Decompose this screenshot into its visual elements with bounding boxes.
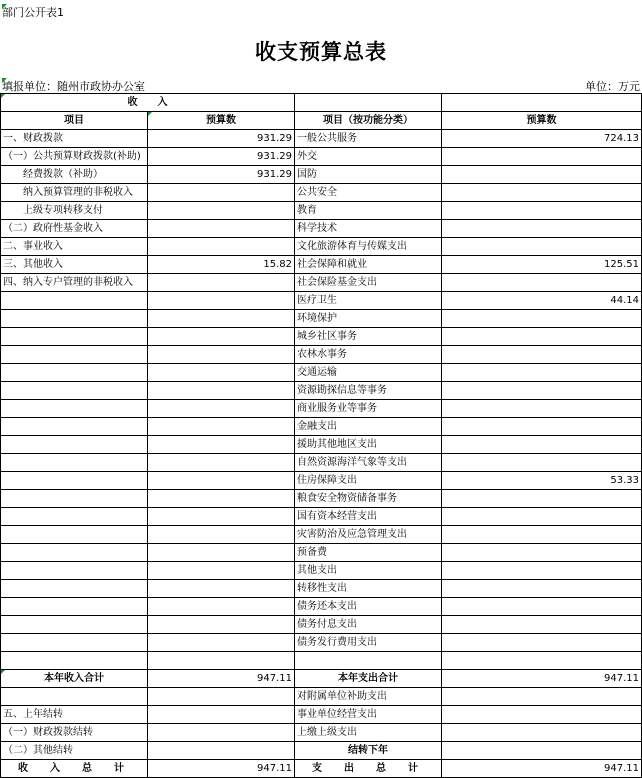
col-header-function: 项目（按功能分类）	[295, 112, 442, 130]
table-row	[1, 220, 642, 238]
year-total-row-cell-0: 本年收入合计	[1, 670, 148, 688]
table-row-cell-3	[442, 202, 642, 220]
col-header-budget-2: 预算数	[442, 112, 642, 130]
table-row-cell-2: 外交	[295, 148, 442, 166]
table-row-cell-0: 二、事业收入	[1, 238, 148, 256]
table-row-cell-1	[148, 310, 295, 328]
table-row-cell-2: 其他支出	[295, 562, 442, 580]
table-row-cell-0: 上级专项转移支付	[1, 202, 148, 220]
table-row-cell-3	[442, 454, 642, 472]
table-row-cell-3	[442, 148, 642, 166]
table-row-cell-2: 住房保障支出	[295, 472, 442, 490]
table-row-cell-2: 粮食安全物资储备事务	[295, 490, 442, 508]
table-row-cell-1	[148, 274, 295, 292]
table-row-cell-1	[148, 544, 295, 562]
filing-unit: 填报单位：随州市政协办公室	[2, 80, 145, 93]
table-row	[1, 202, 642, 220]
carryover-row	[1, 742, 642, 760]
table-row-cell-3	[442, 400, 642, 418]
table-row-cell-2: 国有资本经营支出	[295, 508, 442, 526]
table-row-cell-0	[1, 310, 148, 328]
table-row-cell-2: 援助其他地区支出	[295, 436, 442, 454]
table-row-cell-0	[1, 508, 148, 526]
table-row-cell-3	[442, 490, 642, 508]
table-row-cell-1	[148, 346, 295, 364]
carryover-row	[1, 706, 642, 724]
table-row-cell-0	[1, 544, 148, 562]
table-row-cell-1	[148, 328, 295, 346]
table-row-cell-2: 农林水事务	[295, 346, 442, 364]
table-row	[1, 400, 642, 418]
year-total-row-cell-3: 947.11	[442, 670, 642, 688]
table-row-cell-0	[1, 598, 148, 616]
grand-total-row-cell-1: 947.11	[148, 760, 295, 778]
grand-total-row-cell-0: 收 入 总 计	[1, 760, 148, 778]
table-row-cell-1	[148, 220, 295, 238]
table-row-cell-3	[442, 184, 642, 202]
table-row	[1, 454, 642, 472]
table-row-cell-0	[1, 436, 148, 454]
table-row-cell-1	[148, 580, 295, 598]
table-row-cell-0	[1, 364, 148, 382]
table-row-cell-2: 科学技术	[295, 220, 442, 238]
carryover-row-cell-1	[148, 706, 295, 724]
table-row-cell-3	[442, 562, 642, 580]
income-header: 收 入	[1, 94, 295, 112]
table-row-cell-1	[148, 418, 295, 436]
table-row-cell-2: 债务还本支出	[295, 598, 442, 616]
table-row-cell-1	[148, 292, 295, 310]
table-row-cell-0	[1, 580, 148, 598]
table-row-cell-0	[1, 472, 148, 490]
table-row-cell-2: 债务发行费用支出	[295, 634, 442, 652]
table-row	[1, 256, 642, 274]
table-row-cell-2: 灾害防治及应急管理支出	[295, 526, 442, 544]
table-row-cell-3	[442, 598, 642, 616]
table-row-cell-2: 医疗卫生	[295, 292, 442, 310]
income-header-row	[1, 94, 642, 112]
table-row-cell-1	[148, 454, 295, 472]
column-header-row	[1, 112, 642, 130]
table-row	[1, 238, 642, 256]
table-row-cell-1: 931.29	[148, 166, 295, 184]
table-row-cell-2: 国防	[295, 166, 442, 184]
table-row-cell-2: 社会保险基金支出	[295, 274, 442, 292]
table-row-cell-0	[1, 652, 148, 670]
table-row-cell-2: 公共安全	[295, 184, 442, 202]
grand-total-row	[1, 760, 642, 778]
table-row	[1, 130, 642, 148]
carryover-row-cell-1	[148, 688, 295, 706]
table-row-cell-0	[1, 634, 148, 652]
table-row-cell-3	[442, 652, 642, 670]
table-row	[1, 562, 642, 580]
table-row-cell-0: 纳入预算管理的非税收入	[1, 184, 148, 202]
table-row-cell-3	[442, 238, 642, 256]
carryover-row-cell-3	[442, 742, 642, 760]
table-row-cell-2: 资源勘探信息等事务	[295, 382, 442, 400]
carryover-row-cell-0: （一）财政拨款结转	[1, 724, 148, 742]
table-row	[1, 634, 642, 652]
table-row-cell-0	[1, 526, 148, 544]
carryover-row-cell-1	[148, 724, 295, 742]
table-row-cell-0	[1, 328, 148, 346]
table-row-cell-2: 教育	[295, 202, 442, 220]
table-row-cell-2: 环境保护	[295, 310, 442, 328]
table-row	[1, 274, 642, 292]
table-row	[1, 148, 642, 166]
table-row-cell-1	[148, 184, 295, 202]
table-row-cell-3	[442, 544, 642, 562]
table-row-cell-0: 经费拨款（补助）	[1, 166, 148, 184]
table-row-cell-3: 125.51	[442, 256, 642, 274]
table-row	[1, 166, 642, 184]
table-row-cell-1	[148, 634, 295, 652]
grand-total-row-cell-3: 947.11	[442, 760, 642, 778]
table-row-cell-2: 一般公共服务	[295, 130, 442, 148]
table-row-cell-0	[1, 454, 148, 472]
sheet-tab-label: 部门公开表1	[2, 6, 64, 19]
table-row-cell-1	[148, 436, 295, 454]
year-total-row	[1, 670, 642, 688]
carryover-row-cell-3	[442, 706, 642, 724]
carryover-row-cell-3	[442, 688, 642, 706]
table-row	[1, 598, 642, 616]
carryover-row-cell-1	[148, 742, 295, 760]
table-row-cell-0	[1, 418, 148, 436]
carryover-row-cell-2: 事业单位经营支出	[295, 706, 442, 724]
table-row	[1, 364, 642, 382]
table-row-cell-3	[442, 508, 642, 526]
carryover-row-cell-2: 上缴上级支出	[295, 724, 442, 742]
carryover-row-cell-2: 对附属单位补助支出	[295, 688, 442, 706]
table-row-cell-1	[148, 508, 295, 526]
table-row-cell-1	[148, 616, 295, 634]
carryover-row-cell-3	[442, 724, 642, 742]
table-row-cell-0	[1, 400, 148, 418]
table-row-cell-1	[148, 238, 295, 256]
table-row-cell-3: 44.14	[442, 292, 642, 310]
budget-table	[0, 93, 642, 778]
table-row-cell-0	[1, 616, 148, 634]
table-row-cell-3	[442, 616, 642, 634]
carryover-row	[1, 724, 642, 742]
table-row-cell-2: 城乡社区事务	[295, 328, 442, 346]
carryover-row-cell-2: 结转下年	[295, 742, 442, 760]
table-row	[1, 472, 642, 490]
table-row-cell-3	[442, 364, 642, 382]
table-row-cell-1	[148, 598, 295, 616]
table-row	[1, 544, 642, 562]
table-row-cell-1	[148, 526, 295, 544]
table-row	[1, 526, 642, 544]
table-row-cell-3	[442, 418, 642, 436]
table-row-cell-3	[442, 166, 642, 184]
table-row-cell-1: 931.29	[148, 148, 295, 166]
table-row-cell-3	[442, 580, 642, 598]
table-row-cell-0: （二）政府性基金收入	[1, 220, 148, 238]
table-row-cell-1	[148, 382, 295, 400]
table-row-cell-3	[442, 274, 642, 292]
table-row-cell-1	[148, 202, 295, 220]
table-row-cell-0	[1, 292, 148, 310]
table-row-cell-0	[1, 562, 148, 580]
table-row	[1, 346, 642, 364]
table-row-cell-3	[442, 220, 642, 238]
grand-total-row-cell-2: 支 出 总 计	[295, 760, 442, 778]
col-header-item: 项目	[1, 112, 148, 130]
carryover-row-cell-0: 五、上年结转	[1, 706, 148, 724]
table-row-cell-3	[442, 382, 642, 400]
table-row	[1, 616, 642, 634]
carryover-row-cell-0: （二）其他结转	[1, 742, 148, 760]
table-row-cell-3	[442, 346, 642, 364]
table-row-cell-1	[148, 472, 295, 490]
table-row-cell-0: （一）公共预算财政拨款(补助)	[1, 148, 148, 166]
table-row-cell-2: 预备费	[295, 544, 442, 562]
table-row-cell-0	[1, 490, 148, 508]
table-row	[1, 310, 642, 328]
table-row-cell-0	[1, 346, 148, 364]
table-row-cell-3	[442, 634, 642, 652]
table-row-cell-3	[442, 310, 642, 328]
table-row-cell-1: 931.29	[148, 130, 295, 148]
table-row	[1, 652, 642, 670]
table-row-cell-1	[148, 562, 295, 580]
table-row-cell-2: 文化旅游体育与传媒支出	[295, 238, 442, 256]
table-row	[1, 490, 642, 508]
table-row	[1, 418, 642, 436]
currency-unit: 单位：万元	[585, 80, 640, 93]
table-row	[1, 382, 642, 400]
table-row	[1, 184, 642, 202]
table-row-cell-2: 转移性支出	[295, 580, 442, 598]
table-row-cell-3	[442, 436, 642, 454]
table-row-cell-1	[148, 400, 295, 418]
table-row	[1, 328, 642, 346]
table-row-cell-0	[1, 382, 148, 400]
page-title: 收支预算总表	[255, 39, 387, 64]
table-row-cell-0: 三、其他收入	[1, 256, 148, 274]
table-row	[1, 436, 642, 454]
table-row	[1, 508, 642, 526]
table-row-cell-3	[442, 526, 642, 544]
table-row-cell-2: 社会保障和就业	[295, 256, 442, 274]
table-row-cell-0: 一、财政拨款	[1, 130, 148, 148]
table-row-cell-1	[148, 364, 295, 382]
table-row-cell-3	[442, 328, 642, 346]
table-row-cell-3: 724.13	[442, 130, 642, 148]
table-row-cell-2: 商业服务业等事务	[295, 400, 442, 418]
year-total-row-cell-2: 本年支出合计	[295, 670, 442, 688]
table-row-cell-3: 53.33	[442, 472, 642, 490]
table-row-cell-2: 自然资源海洋气象等支出	[295, 454, 442, 472]
table-row-cell-0: 四、纳入专户管理的非税收入	[1, 274, 148, 292]
table-row	[1, 580, 642, 598]
carryover-row	[1, 688, 642, 706]
col-header-budget: 预算数	[148, 112, 295, 130]
table-row-cell-1	[148, 652, 295, 670]
table-row-cell-1: 15.82	[148, 256, 295, 274]
table-row-cell-2	[295, 652, 442, 670]
carryover-row-cell-0	[1, 688, 148, 706]
table-row	[1, 292, 642, 310]
table-row-cell-2: 交通运输	[295, 364, 442, 382]
table-row-cell-2: 债务付息支出	[295, 616, 442, 634]
year-total-row-cell-1: 947.11	[148, 670, 295, 688]
table-row-cell-2: 金融支出	[295, 418, 442, 436]
table-row-cell-1	[148, 490, 295, 508]
